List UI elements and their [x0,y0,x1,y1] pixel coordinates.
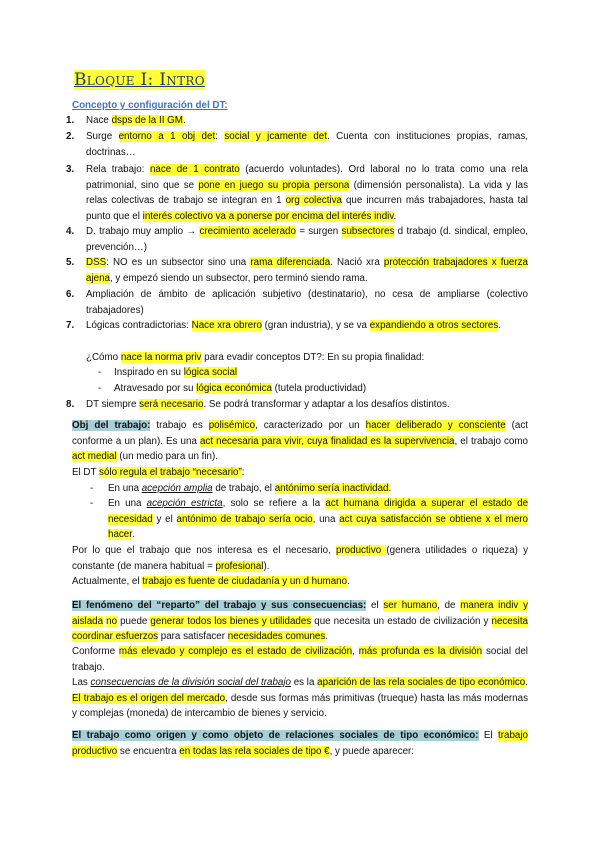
text-span: Obj del trabajo: [72,420,151,431]
paragraph-obj-trabajo [72,418,528,465]
text-span: El DT [72,467,100,478]
list-number: 7. [66,320,75,331]
text-span: Atravesado por su [114,383,197,394]
text-span: , y empezó siendo un subsector, pero terminó siendo rama. [109,272,368,284]
highlighted-text: expandiendo a otros sectores [369,320,499,331]
text-span: se encuentra [117,745,180,757]
text-span: (genera utilidades o riqueza) y constante (de manera habitual = [72,545,528,572]
highlighted-text: El trabajo es el origen del mercado [72,692,226,704]
text-span: Lógicas contradictorias: [86,320,192,331]
text-span: . [525,677,528,688]
highlighted-text: trabajo es fuente de ciudadanía y un d humano [142,576,348,587]
text-span: ¿Cómo [86,352,121,363]
highlighted-text: Nace xra obrero [191,320,262,331]
text-span: , [352,646,359,657]
highlighted-text: Bloque I: Intro [74,70,205,90]
highlighted-text: lógica social [183,367,238,378]
text-span: (dimensión personalista). La vida y las relas colectivas de trabajo se integran en 1 [86,179,528,207]
text-span: acepción amplia [141,483,213,494]
text-span: En una [108,483,142,494]
text-span: : [241,467,245,478]
text-span: Las [72,677,91,688]
paragraph-reparto [72,598,528,645]
text-span: - [98,367,102,378]
text-span: : NO es un subsector sino una [106,257,251,268]
list-number: 8. [66,399,75,410]
bullet-item [90,496,529,543]
highlighted-text: protección trabajadores x fuerza ajena [86,257,528,284]
list-number: 5. [66,257,75,268]
text-span: . [388,483,392,494]
text-span: , desde sus formas más primitivas (trueque) hasta las más modernas y complejas (moneda) de intercambio de bienes y servicio. [72,692,528,720]
highlighted-text: manera indiv y aislada [72,600,528,627]
highlighted-text: polisémico [208,420,256,431]
text-span: : [215,131,225,142]
text-span: , y puede aparecer: [329,745,415,757]
text-span: trabajo es [150,420,209,431]
text-span: , solo se refiere a la [222,498,326,509]
text-span: Ampliación de ámbito de aplicación subjetivo (destinatario), no cesa de ampliarse (colectivo trabajadores) [86,289,528,316]
text-span: Inspirado en su [114,367,184,378]
text-span: (act conforme a un plan). Es una [72,420,528,447]
list-item [66,287,528,318]
text-span: que incurren más trabajadores, hasta tal punto que el [86,195,528,222]
list-number: 4. [66,226,75,237]
text-span: es la [291,677,318,688]
list-number: 3. [66,164,75,175]
highlighted-text: trabajo productivo [72,730,529,757]
text-span: d trabajo (d. sindical, empleo, prevención…) [86,226,529,253]
bullet-item [90,481,528,497]
text-span: el [366,600,384,611]
text-span: (acuerdo voluntades). Ord laboral no lo trata como una rela patrimonial, sino que se [86,164,528,191]
text-span: - [98,383,102,394]
text-span: En una [108,498,147,509]
list-number: 1. [66,115,75,126]
text-span: (gran industria), y se va [261,320,370,331]
text-span: acepción estricta [146,498,223,509]
highlighted-text: lógica económica [196,383,272,394]
highlighted-text: generar todos los bienes y utilidades [150,615,312,627]
text-span: Por lo que el trabajo que nos interesa es el necesario, [72,545,336,556]
highlighted-text: más profunda es la división [358,646,483,657]
highlighted-text: org colectiva [285,195,342,207]
highlighted-text: será necesario [139,399,204,410]
text-span: . [325,631,328,643]
list-number: 6. [66,289,75,300]
highlighted-text: antónimo de trabajo sería ocio [176,513,313,525]
text-span: , una [312,513,340,525]
text-span: consecuencias de la división social del trabajo [90,677,291,688]
text-span: . [498,320,501,331]
highlighted-text: no [106,615,118,627]
highlighted-text: necesidades comunes [227,631,326,643]
list-item [66,129,528,160]
text-span: . Cuenta con instituciones propias, ramas, doctrinas… [86,131,528,158]
list-item [66,224,529,255]
text-span: para evadir conceptos DT?: En su propia finalidad: [201,352,425,363]
sub-list-item [98,381,367,397]
text-span: . [347,576,350,587]
paragraph [72,543,528,574]
text-span: (tutela productividad) [271,383,367,394]
text-span: . [182,115,186,126]
highlighted-text: dsps de la II GM [111,115,183,126]
text-span: , caracterizado por un [255,420,366,431]
paragraph [72,644,528,675]
highlighted-text: act medial [72,451,117,463]
highlighted-text: aparición de las rela sociales de tipo económico [317,677,526,688]
text-span: Surge [86,131,119,142]
text-span: (un medio para un fin). [116,451,218,463]
highlighted-text: ser humano [383,600,438,611]
page-title [72,70,207,90]
list-item [66,318,528,334]
text-span: Actualmente, el [72,576,143,587]
text-span: . Nació xra [330,257,384,268]
highlighted-text: subsectores [341,226,395,237]
text-span: de trabajo, el [212,483,275,494]
paragraph [72,574,528,590]
text-span: . Se podrá transformar y adaptar a los desafíos distintos. [203,399,450,410]
text-span: El fenómeno del “reparto” del trabajo y sus consecuencias: [72,600,367,611]
paragraph-origen [72,728,528,759]
highlighted-text: más elevado y complejo es el estado de civilización [118,646,353,657]
text-span: = surgen [295,226,342,237]
text-span: Conforme [72,646,119,657]
text-span: - [90,498,94,509]
highlighted-text: interés colectivo va a ponerse por encima del interés indiv [142,210,394,222]
text-span: puede [117,615,151,627]
highlighted-text: act humana dirigida a superar el estado de necesidad [108,498,529,525]
text-span: . [131,529,135,541]
text-span: , el trabajo como [454,435,528,447]
paragraph [72,465,528,481]
list-item [66,113,528,129]
text-span: social del trabajo. [72,646,528,673]
highlighted-text: nace de 1 contrato [149,164,240,175]
text-span: D. trabajo muy amplio → [86,226,200,237]
highlighted-text: profesional [215,560,264,572]
section-subtitle: Concepto y configuración del DT: [72,100,228,111]
text-span: DT siempre [86,399,140,410]
highlighted-text: act cuya satisfacción se obtiene x el mero hacer [108,513,528,541]
text-span: Rela trabajo: [86,164,150,175]
list-item [66,255,528,286]
text-span: , de [437,600,461,611]
highlighted-text: crecimiento acelerado [199,226,296,237]
text-span: El trabajo como origen y como objeto de relaciones sociales de tipo económico: [72,730,479,741]
text-span: que necesita un estado de civilización y [311,615,492,627]
highlighted-text: en todas las rela sociales de tipo € [179,745,330,757]
highlighted-text: act necesaria para vivir, cuya finalidad es la supervivencia [199,435,455,447]
list-item [66,162,528,224]
highlighted-text: antónimo sería inactividad [274,483,389,494]
highlighted-text: necesita coordinar esfuerzos [72,615,529,643]
highlighted-text: pone en juego su propia persona [198,179,350,191]
text-span: - [90,483,94,494]
highlighted-text: social y jcamente det [224,131,327,142]
highlighted-text: productivo [335,545,387,556]
highlighted-text: DSS [86,257,107,268]
list-item [66,397,528,413]
text-span: . [393,210,397,222]
text-span: para satisfacer [158,631,228,643]
list-item [86,350,528,366]
text-span: El [478,730,499,741]
highlighted-text: sólo regula el trabajo “necesario” [99,467,242,478]
highlighted-text: nace la norma priv [120,352,202,363]
highlighted-text: entorno a 1 obj det [118,131,216,142]
paragraph [72,675,528,722]
text-span: ). [263,560,270,572]
highlighted-text: rama diferenciada [250,257,331,268]
highlighted-text: hacer deliberado y consciente [365,420,506,431]
text-span: y el [152,513,177,525]
list-number: 2. [66,131,75,142]
sub-list-item [98,365,238,381]
text-span: Nace [86,115,112,126]
